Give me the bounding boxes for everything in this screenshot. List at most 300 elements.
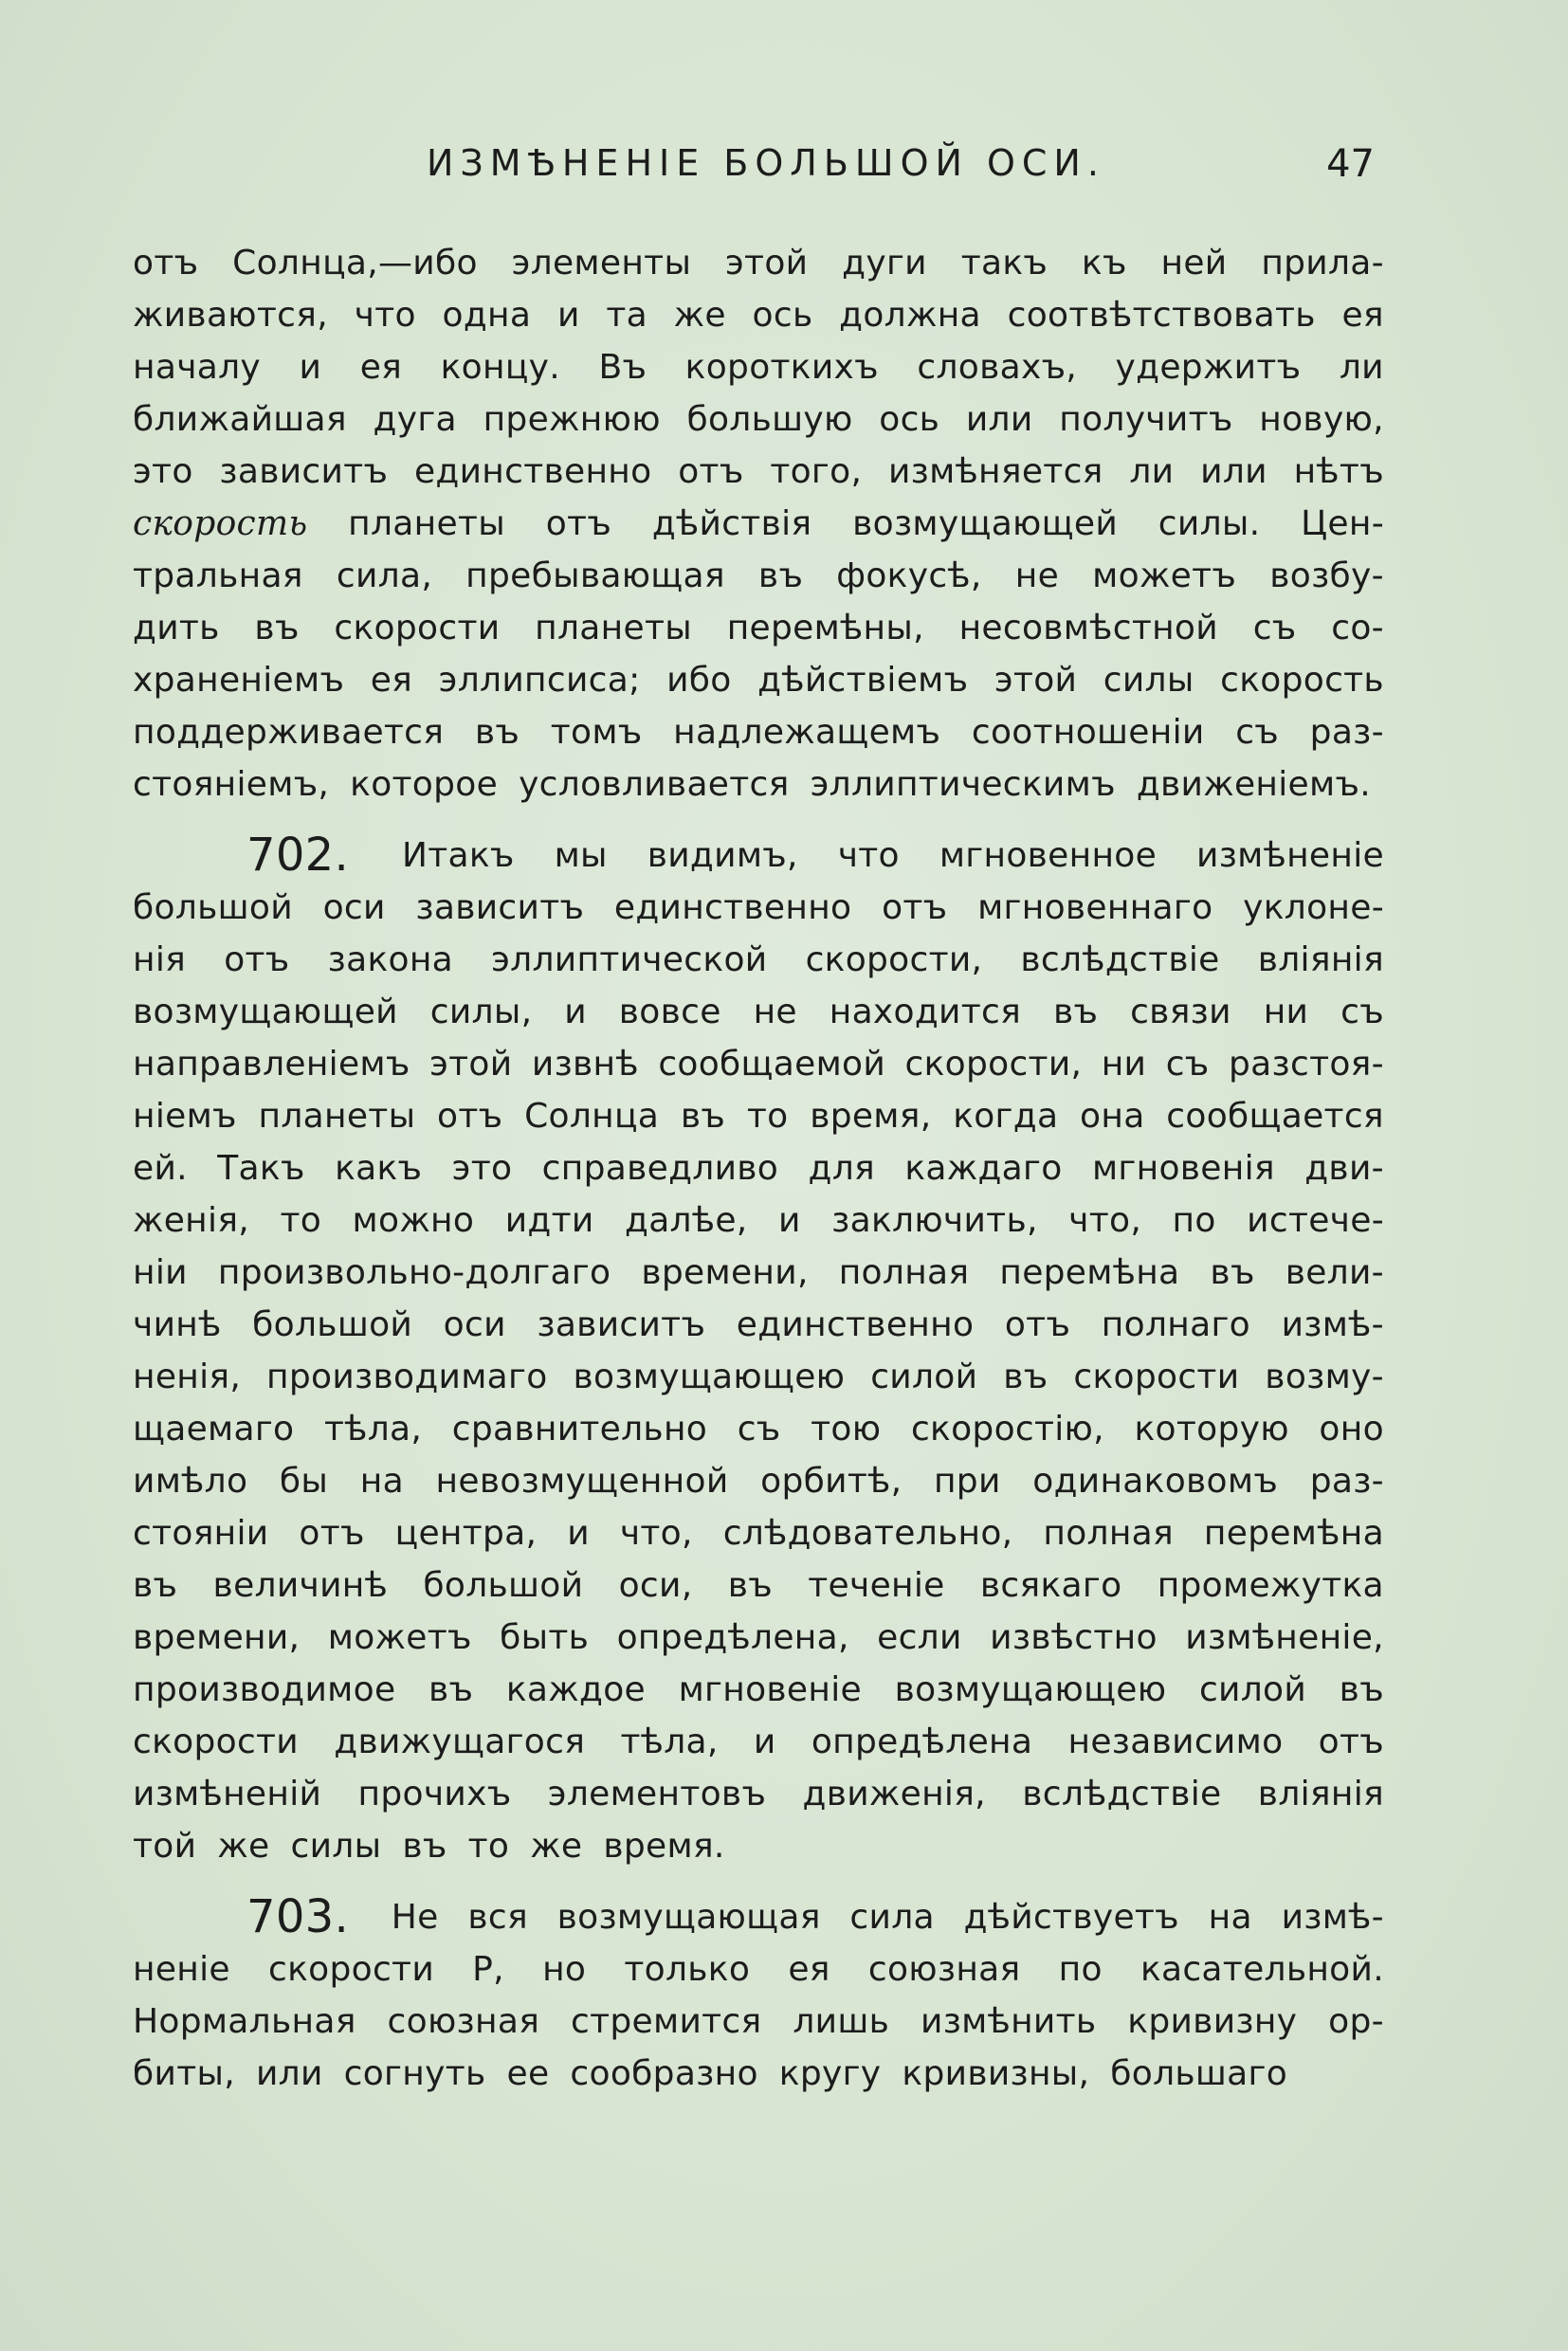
word: скорости — [268, 1950, 435, 1989]
word: что — [354, 296, 416, 335]
word: раз- — [1309, 1462, 1384, 1501]
word: можно — [352, 1201, 475, 1240]
word: дви- — [1304, 1149, 1384, 1188]
word: большаго — [1110, 2054, 1288, 2093]
word: измѣненій — [133, 1775, 322, 1813]
text-line — [133, 1943, 1384, 1996]
word: силой — [870, 1358, 978, 1396]
word: соотвѣтствовать — [1007, 296, 1316, 335]
word: скорости, — [904, 1045, 1083, 1084]
word: то — [280, 1201, 322, 1240]
word: мгновеннаго — [977, 888, 1213, 927]
word: стремится — [571, 2002, 762, 2041]
word: же — [530, 1827, 583, 1866]
word: же — [673, 296, 726, 335]
word: вслѣдствіе — [1022, 1775, 1222, 1813]
word: силой — [1198, 1670, 1307, 1709]
word: далѣе, — [625, 1201, 748, 1240]
word: извѣстно — [990, 1618, 1158, 1657]
word: ор- — [1328, 2002, 1384, 2041]
word: большой — [423, 1566, 584, 1605]
word: и — [556, 296, 580, 335]
word: быть — [500, 1618, 590, 1657]
word: въ — [680, 1097, 726, 1136]
text-line — [133, 1768, 1384, 1820]
word: перемѣна — [999, 1253, 1180, 1292]
word: разстоя- — [1229, 1045, 1384, 1084]
word: въ — [254, 609, 300, 647]
text-line — [133, 758, 1384, 811]
word: видимъ, — [647, 836, 798, 875]
word: производимаго — [266, 1358, 548, 1396]
word: оно — [1319, 1410, 1384, 1449]
word: заключить, — [831, 1201, 1038, 1240]
word: согнуть — [343, 2054, 486, 2093]
word: томъ — [550, 713, 643, 752]
word: одинаковомъ — [1032, 1462, 1279, 1501]
text-line — [133, 1090, 1384, 1142]
word: ніи — [133, 1253, 188, 1292]
word: новую, — [1259, 400, 1384, 439]
text-line — [133, 1559, 1384, 1612]
word: но — [542, 1950, 587, 1989]
text-line — [133, 1351, 1384, 1403]
word: дѣйствія — [651, 504, 812, 543]
word: въ — [474, 713, 520, 752]
word: перемѣна — [1203, 1514, 1384, 1553]
word: ли — [1129, 452, 1175, 491]
word: скорости — [1073, 1358, 1240, 1396]
word: сообщаемой — [658, 1045, 886, 1084]
word: ей. — [133, 1149, 188, 1188]
word: на — [359, 1462, 404, 1501]
word: и — [778, 1201, 801, 1240]
text-line — [133, 289, 1384, 341]
word: биты, — [133, 2054, 235, 2093]
text-line — [133, 341, 1384, 393]
word: кривизны, — [902, 2054, 1090, 2093]
word: этой — [724, 244, 809, 282]
word: только — [624, 1950, 751, 1989]
text-line — [133, 2048, 1384, 2100]
word: прежнюю — [483, 400, 661, 439]
word: измѣнить — [921, 2002, 1097, 2041]
word: отъ — [299, 1514, 365, 1553]
word: вліянія — [1257, 940, 1384, 979]
word: силы, — [429, 993, 533, 1031]
word: вслѣдствіе — [1020, 940, 1220, 979]
paragraph — [133, 829, 1384, 1872]
text-line — [133, 1038, 1384, 1090]
word: скорость — [133, 504, 308, 543]
word: измѣненіе — [1196, 836, 1384, 875]
word: силы — [290, 1827, 382, 1866]
word: ближайшая — [133, 400, 347, 439]
word: ни — [1263, 993, 1309, 1031]
word: что, — [619, 1514, 693, 1553]
word: этой — [994, 661, 1078, 700]
word: перемѣны, — [726, 609, 924, 647]
word: дуга — [373, 400, 457, 439]
text-line — [133, 1716, 1384, 1768]
word: производимое — [133, 1670, 396, 1709]
word: орбитѣ, — [760, 1462, 903, 1501]
word: союзная — [867, 1950, 1021, 1989]
word: возмущающей — [133, 993, 398, 1031]
word: короткихъ — [684, 348, 879, 387]
word: всякаго — [979, 1566, 1122, 1605]
word: силы — [1103, 661, 1194, 700]
word: получитъ — [1059, 400, 1233, 439]
word: же — [217, 1827, 270, 1866]
word: Цен- — [1301, 504, 1384, 543]
word: должна — [839, 296, 981, 335]
word: и — [567, 1514, 590, 1553]
word: ее — [506, 2054, 550, 2093]
word: по — [1172, 1201, 1216, 1240]
text-line — [133, 1664, 1384, 1716]
text-line — [133, 550, 1384, 602]
word: измѣняется — [887, 452, 1103, 491]
word: ея — [359, 348, 403, 387]
paragraph-gap — [133, 811, 1384, 829]
page-number: 47 — [1326, 142, 1375, 186]
word: отъ — [1004, 1305, 1071, 1344]
word: извнѣ — [531, 1045, 639, 1084]
word: женія, — [133, 1201, 250, 1240]
word: отъ — [545, 504, 612, 543]
text-body — [133, 237, 1384, 2100]
word: или — [255, 2054, 323, 2093]
word: тою — [811, 1410, 882, 1449]
word: кругу — [778, 2054, 882, 2093]
word: скорости — [133, 1722, 299, 1761]
word: раз- — [1309, 713, 1384, 752]
word: что, — [1068, 1201, 1142, 1240]
word: справедливо — [541, 1149, 779, 1188]
word: чинѣ — [133, 1305, 222, 1344]
word: Солнца — [524, 1097, 660, 1136]
word: того, — [770, 452, 863, 491]
word: каждаго — [904, 1149, 1063, 1188]
text-line — [133, 1455, 1384, 1507]
word: сила, — [336, 556, 433, 595]
word: большую — [686, 400, 853, 439]
word: имѣло — [133, 1462, 248, 1501]
word: надлежащемъ — [673, 713, 941, 752]
text-line — [133, 882, 1384, 934]
word: планеты — [348, 504, 505, 543]
word: съ — [1165, 1045, 1210, 1084]
word: измѣ- — [1281, 1898, 1384, 1937]
word: когда — [953, 1097, 1059, 1136]
word: промежутка — [1157, 1566, 1384, 1605]
word: фокусѣ, — [836, 556, 982, 595]
word: возмущающая — [556, 1898, 821, 1937]
text-line — [133, 1820, 1384, 1872]
paragraph-number: 702. — [246, 829, 350, 882]
word: вліянія — [1257, 1775, 1384, 1813]
text-line — [133, 986, 1384, 1038]
word: словахъ, — [917, 348, 1078, 387]
word: если — [877, 1618, 962, 1657]
word: Нормальная — [133, 2002, 356, 2041]
word: зависитъ — [219, 452, 389, 491]
word: не — [753, 993, 797, 1031]
text-line — [133, 1142, 1384, 1194]
word: отъ — [1318, 1722, 1384, 1761]
word: ея — [788, 1950, 830, 1989]
word: при — [933, 1462, 1001, 1501]
paragraph-gap — [133, 1872, 1384, 1891]
word: мгновенное — [939, 836, 1158, 875]
word: въ — [133, 1566, 178, 1605]
word: зависитъ — [415, 888, 585, 927]
word: скорости, — [805, 940, 983, 979]
paragraph-number: 703. — [246, 1890, 350, 1943]
word: ни — [1101, 1045, 1147, 1084]
word: такъ — [960, 244, 1048, 282]
word: дѣйствуетъ — [963, 1898, 1179, 1937]
word: планеты — [535, 609, 692, 647]
word: она — [1080, 1097, 1145, 1136]
word: на — [1208, 1898, 1252, 1937]
word: Такъ — [217, 1149, 305, 1188]
word: эллипсиса; — [438, 661, 641, 700]
word: времени, — [641, 1253, 809, 1292]
word: для — [808, 1149, 875, 1188]
word: Солнца,—ибо — [232, 244, 478, 282]
word: ненія, — [133, 1358, 242, 1396]
word: скорости — [334, 609, 501, 647]
word: вели- — [1285, 1253, 1384, 1292]
word: условливается — [519, 765, 790, 804]
word: сравнительно — [451, 1410, 708, 1449]
word: большой — [133, 888, 293, 927]
text-line — [133, 1891, 1384, 1943]
word: ибо — [666, 661, 732, 700]
word: отъ — [133, 244, 199, 282]
word: возмущающей — [852, 504, 1119, 543]
word: сообразно — [570, 2054, 758, 2093]
text-line — [133, 829, 1384, 882]
text-line — [133, 1612, 1384, 1664]
word: соотношеніи — [971, 713, 1205, 752]
word: нѣтъ — [1293, 452, 1384, 491]
word: мы — [554, 836, 608, 875]
word: оси — [443, 1305, 506, 1344]
word: единственно — [613, 888, 852, 927]
word: тральная — [133, 556, 303, 595]
word: и — [753, 1722, 776, 1761]
word: истече- — [1247, 1201, 1384, 1240]
word: скорость — [1220, 661, 1384, 700]
word: ней — [1160, 244, 1228, 282]
word: пребывающая — [465, 556, 725, 595]
running-title: ИЗМѢНЕНІЕ БОЛЬШОЙ ОСИ. — [427, 142, 1105, 184]
word: прила- — [1261, 244, 1384, 282]
word: тѣла, — [620, 1722, 719, 1761]
word: единственно — [413, 452, 652, 491]
word: величинѣ — [212, 1566, 389, 1605]
word: неніе — [133, 1950, 230, 1989]
word: элементы — [511, 244, 692, 282]
word: вся — [467, 1898, 528, 1937]
word: какъ — [335, 1149, 423, 1188]
word: зависитъ — [537, 1305, 706, 1344]
word: та — [606, 296, 647, 335]
word: единственно — [736, 1305, 975, 1344]
text-line — [133, 237, 1384, 289]
word: силы. — [1158, 504, 1261, 543]
word: лишь — [793, 2002, 890, 2041]
word: можетъ — [327, 1618, 472, 1657]
word: кривизну — [1127, 2002, 1298, 2041]
word: ея — [370, 661, 413, 700]
word: теченіе — [808, 1566, 945, 1605]
word: оси, — [618, 1566, 693, 1605]
word: въ — [402, 1827, 447, 1866]
word: оси — [322, 888, 386, 927]
word: которое — [350, 765, 499, 804]
text-line — [133, 1247, 1384, 1299]
word: въ — [1210, 1253, 1255, 1292]
word: отъ — [882, 888, 948, 927]
word: находится — [829, 993, 1022, 1031]
word: храненіемъ — [133, 661, 345, 700]
word: щаемаго — [133, 1410, 295, 1449]
word: это — [133, 452, 193, 491]
word: Въ — [598, 348, 647, 387]
word: въ — [1339, 1670, 1384, 1709]
word: центра, — [394, 1514, 538, 1553]
text-line — [133, 934, 1384, 986]
word: независимо — [1067, 1722, 1284, 1761]
word: нія — [133, 940, 187, 979]
word: живаются, — [133, 296, 328, 335]
word: движеніемъ. — [1136, 765, 1371, 804]
word: той — [133, 1827, 197, 1866]
word: время, — [810, 1097, 932, 1136]
word: ли — [1339, 348, 1384, 387]
word: дить — [133, 609, 220, 647]
word: полная — [1043, 1514, 1174, 1553]
word: Итакъ — [402, 836, 515, 875]
word: концу. — [440, 348, 560, 387]
word: дуги — [842, 244, 927, 282]
word: бы — [279, 1462, 329, 1501]
word: одна — [442, 296, 532, 335]
word: невозмущенной — [435, 1462, 729, 1501]
word: въ — [1003, 1358, 1048, 1396]
word: закона — [327, 940, 454, 979]
word: связи — [1130, 993, 1231, 1031]
word: началу — [133, 348, 262, 387]
word: союзная — [387, 2002, 540, 2041]
word: движенія, — [802, 1775, 986, 1813]
word: это — [451, 1149, 513, 1188]
word: по — [1058, 1950, 1103, 1989]
word: стояніемъ, — [133, 765, 330, 804]
text-line — [133, 706, 1384, 758]
text-line — [133, 393, 1384, 446]
word: мгновеніе — [678, 1670, 862, 1709]
word: къ — [1081, 244, 1127, 282]
word: въ — [757, 556, 804, 595]
word: вовсе — [618, 993, 721, 1031]
text-line — [133, 1996, 1384, 2048]
text-line — [133, 498, 1384, 550]
word: элементовъ — [547, 1775, 767, 1813]
word: тѣла, — [323, 1410, 423, 1449]
word: отъ — [678, 452, 744, 491]
word: сила — [849, 1898, 935, 1937]
word: скоростію, — [910, 1410, 1104, 1449]
text-line — [133, 602, 1384, 654]
word: опредѣлена — [811, 1722, 1033, 1761]
text-line — [133, 1403, 1384, 1455]
word: уклоне- — [1243, 888, 1384, 927]
word: стояніи — [133, 1514, 269, 1553]
word: направленіемъ — [133, 1045, 410, 1084]
word: то — [467, 1827, 510, 1866]
word: или — [1200, 452, 1267, 491]
word: съ — [1340, 993, 1384, 1031]
word: ея — [1341, 296, 1384, 335]
word: полнаго — [1101, 1305, 1250, 1344]
word: дѣйствіемъ — [757, 661, 969, 700]
word: сообщается — [1166, 1097, 1384, 1136]
word: измѣненіе, — [1185, 1618, 1384, 1657]
word: времени, — [133, 1618, 301, 1657]
word: возбу- — [1269, 556, 1384, 595]
word: касательной. — [1140, 1950, 1384, 1989]
word: поддерживается — [133, 713, 445, 752]
word: съ — [1235, 713, 1280, 752]
word: возму- — [1265, 1358, 1384, 1396]
text-line — [133, 1299, 1384, 1351]
word: P, — [472, 1950, 504, 1989]
word: Не — [391, 1898, 439, 1937]
word: опредѣлена, — [616, 1618, 849, 1657]
text-line — [133, 654, 1384, 706]
word: отъ — [224, 940, 290, 979]
word: съ — [737, 1410, 781, 1449]
word: планеты — [258, 1097, 416, 1136]
word: ось — [752, 296, 813, 335]
paragraph — [133, 1891, 1384, 2100]
word: эллиптической — [491, 940, 768, 979]
word: время. — [603, 1827, 725, 1866]
word: что — [837, 836, 900, 875]
word: этой — [429, 1045, 513, 1084]
word: удержитъ — [1115, 348, 1302, 387]
word: возмущающею — [894, 1670, 1167, 1709]
word: отъ — [437, 1097, 503, 1136]
paragraph — [133, 237, 1384, 811]
word: прочихъ — [357, 1775, 512, 1813]
word: идти — [504, 1201, 594, 1240]
word: и — [564, 993, 587, 1031]
word: возмущающею — [573, 1358, 846, 1396]
word: большой — [252, 1305, 413, 1344]
word: мгновенія — [1091, 1149, 1275, 1188]
word: произвольно-долгаго — [217, 1253, 611, 1292]
word: измѣ- — [1281, 1305, 1384, 1344]
word: можетъ — [1092, 556, 1237, 595]
word: въ — [1052, 993, 1099, 1031]
word: ніемъ — [133, 1097, 237, 1136]
